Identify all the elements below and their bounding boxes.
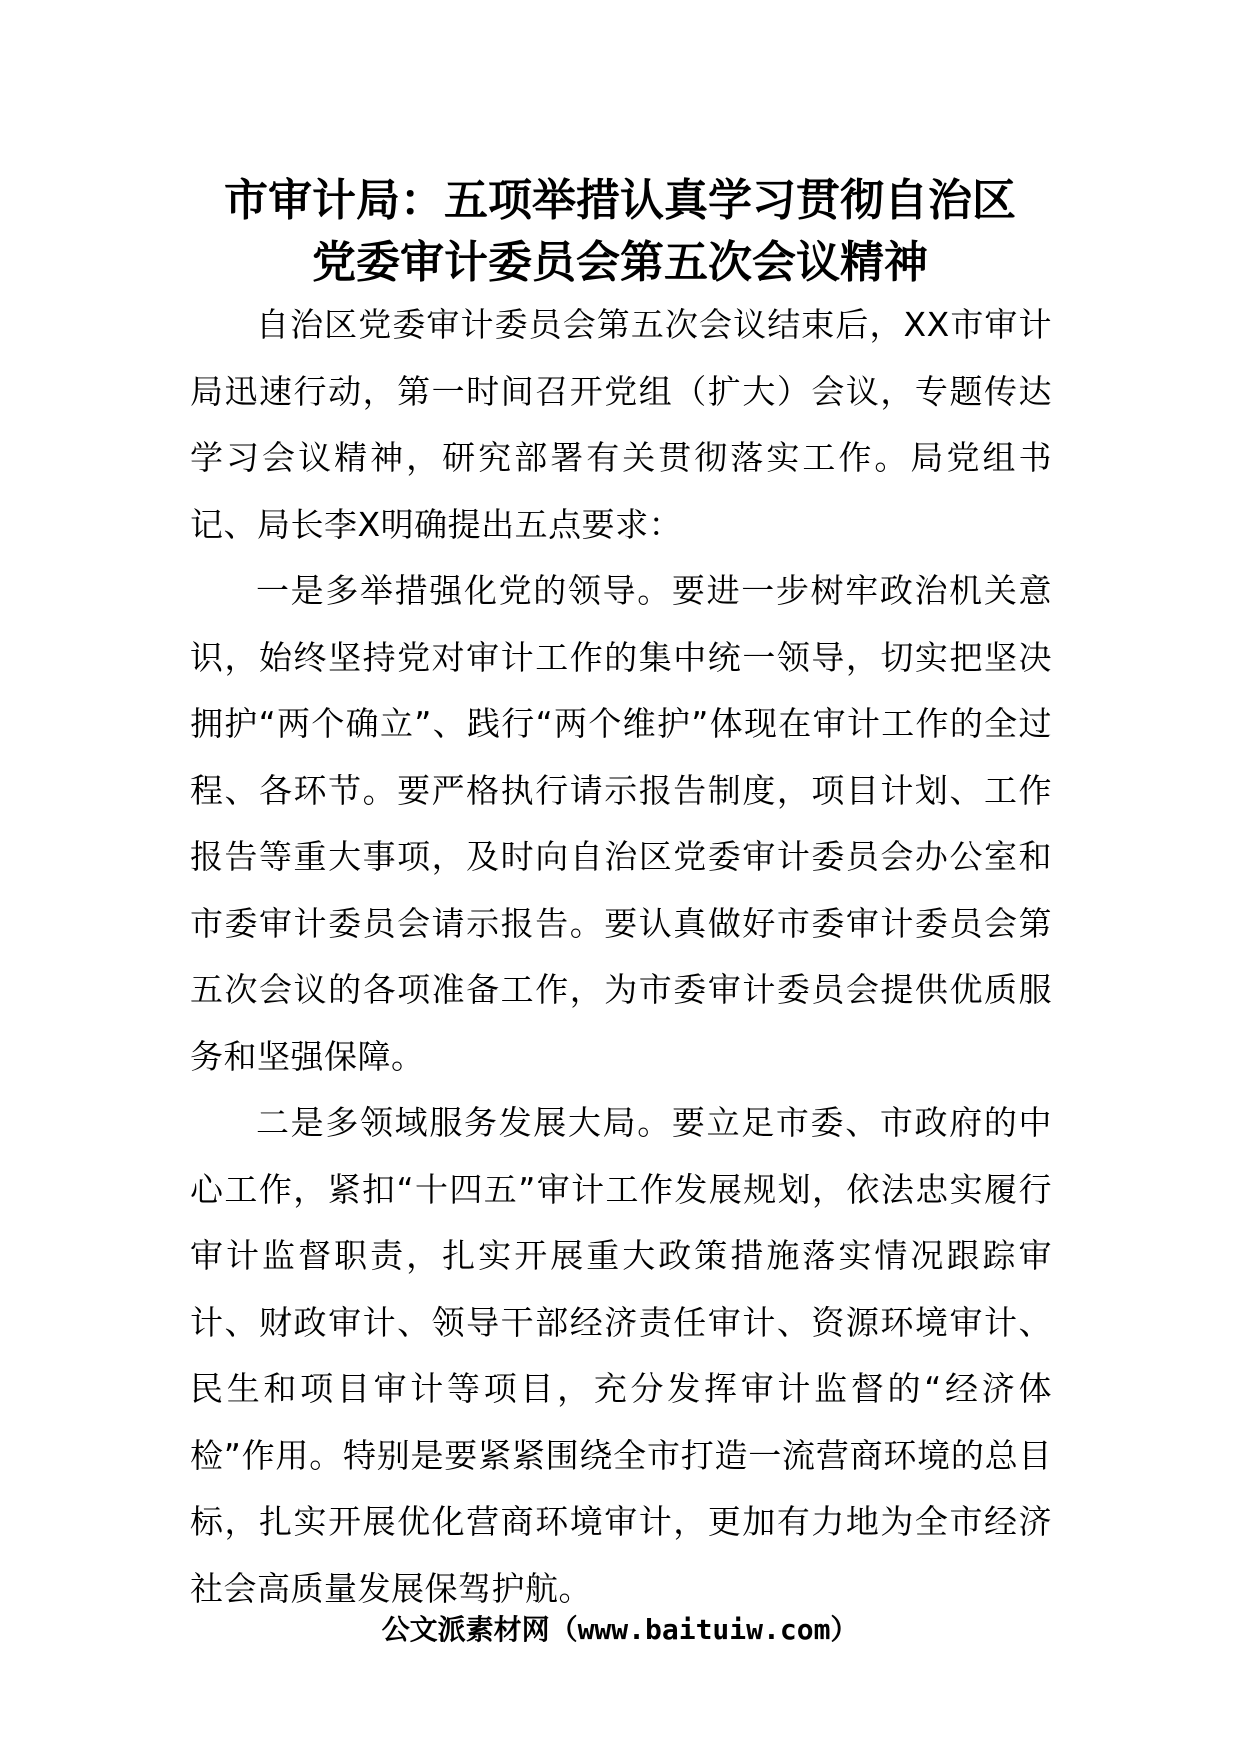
document-body <box>190 292 1052 1622</box>
document-title-line-2: 党委审计委员会第五次会议精神 <box>312 237 928 288</box>
paragraph-point-one: 一是多举措强化党的领导。要进一步树牢政治机关意识，始终坚持党对审计工作的集中统一领导，切实把坚决拥护“两个确立”、践行“两个维护”体现在审计工作的全过程、各环节。要严格执行请示报告制度，项目计划、工作报告等重大事项，及时向自治区党委审计委员会办公室和市委审计委员会请示报告。要认真做好市委审计委员会第五次会议的各项准备工作，为市委审计委员会提供优质服务和坚强保障。 <box>190 571 1052 1076</box>
paragraph-intro: 自治区党委审计委员会第五次会议结束后，XX市审计局迅速行动，第一时间召开党组（扩大）会议，专题传达学习会议精神，研究部署有关贯彻落实工作。局党组书记、局长李X明确提出五点要求： <box>190 305 1052 544</box>
paragraph-point-two: 二是多领域服务发展大局。要立足市委、市政府的中心工作，紧扣“十四五”审计工作发展规划，依法忠实履行审计监督职责，扎实开展重大政策措施落实情况跟踪审计、财政审计、领导干部经济责任审计、资源环境审计、民生和项目审计等项目，充分发挥审计监督的“经济体检”作用。特别是要紧紧围绕全市打造一流营商环境的总目标，扎实开展优化营商环境审计，更加有力地为全市经济社会高质量发展保驾护航。 <box>190 1103 1052 1608</box>
document-title-line-1: 市审计局：五项举措认真学习贯彻自治区 <box>224 175 1016 226</box>
source-footer: 公文派素材网（www.baituiw.com） <box>381 1613 859 1646</box>
